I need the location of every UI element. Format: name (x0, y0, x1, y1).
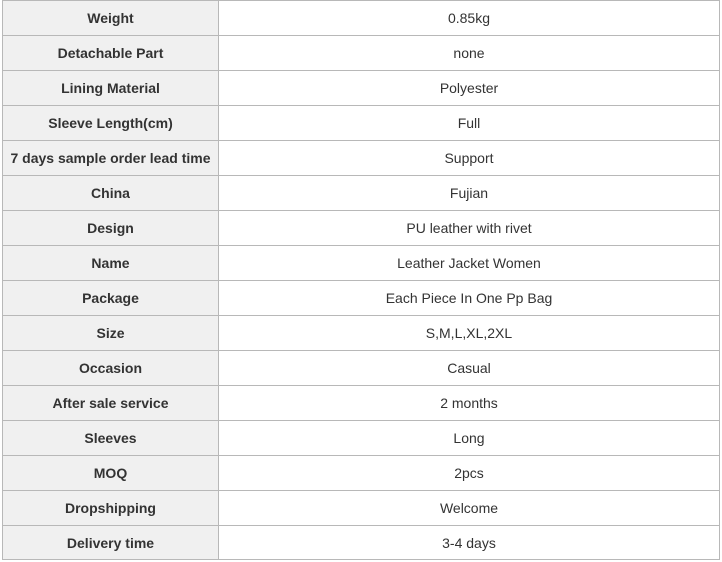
spec-row-delivery-time (3, 526, 720, 560)
spec-label: 7 days sample order lead time (3, 141, 219, 176)
spec-value: Casual (219, 351, 720, 386)
spec-value: none (219, 36, 720, 71)
spec-label: Delivery time (3, 526, 219, 560)
spec-value: 2pcs (219, 456, 720, 491)
spec-row-package (3, 281, 720, 316)
spec-row-design (3, 211, 720, 246)
spec-value: Support (219, 141, 720, 176)
spec-value: Long (219, 421, 720, 456)
spec-row-size (3, 316, 720, 351)
spec-label: Occasion (3, 351, 219, 386)
spec-value: Leather Jacket Women (219, 246, 720, 281)
spec-label: Design (3, 211, 219, 246)
spec-row-weight (3, 1, 720, 36)
spec-label: Sleeves (3, 421, 219, 456)
spec-label: Detachable Part (3, 36, 219, 71)
spec-label: Package (3, 281, 219, 316)
product-spec-table (2, 0, 720, 560)
spec-row-detachable-part (3, 36, 720, 71)
spec-value: Full (219, 106, 720, 141)
spec-label: Weight (3, 1, 219, 36)
spec-row-china (3, 176, 720, 211)
spec-value: Each Piece In One Pp Bag (219, 281, 720, 316)
spec-label: Sleeve Length(cm) (3, 106, 219, 141)
spec-table-body (3, 1, 720, 560)
spec-row-lining-material (3, 71, 720, 106)
spec-value: S,M,L,XL,2XL (219, 316, 720, 351)
spec-value: 0.85kg (219, 1, 720, 36)
spec-row-occasion (3, 351, 720, 386)
spec-value: PU leather with rivet (219, 211, 720, 246)
spec-value: Polyester (219, 71, 720, 106)
spec-label: Lining Material (3, 71, 219, 106)
spec-label: After sale service (3, 386, 219, 421)
spec-label: Size (3, 316, 219, 351)
spec-label: China (3, 176, 219, 211)
spec-label: Name (3, 246, 219, 281)
spec-row-name (3, 246, 720, 281)
spec-row-sleeves (3, 421, 720, 456)
spec-value: 3-4 days (219, 526, 720, 560)
spec-label: MOQ (3, 456, 219, 491)
spec-row-sample-lead-time (3, 141, 720, 176)
spec-value: Fujian (219, 176, 720, 211)
spec-value: Welcome (219, 491, 720, 526)
spec-row-dropshipping (3, 491, 720, 526)
spec-row-moq (3, 456, 720, 491)
spec-row-after-sale-service (3, 386, 720, 421)
spec-label: Dropshipping (3, 491, 219, 526)
spec-value: 2 months (219, 386, 720, 421)
spec-row-sleeve-length (3, 106, 720, 141)
